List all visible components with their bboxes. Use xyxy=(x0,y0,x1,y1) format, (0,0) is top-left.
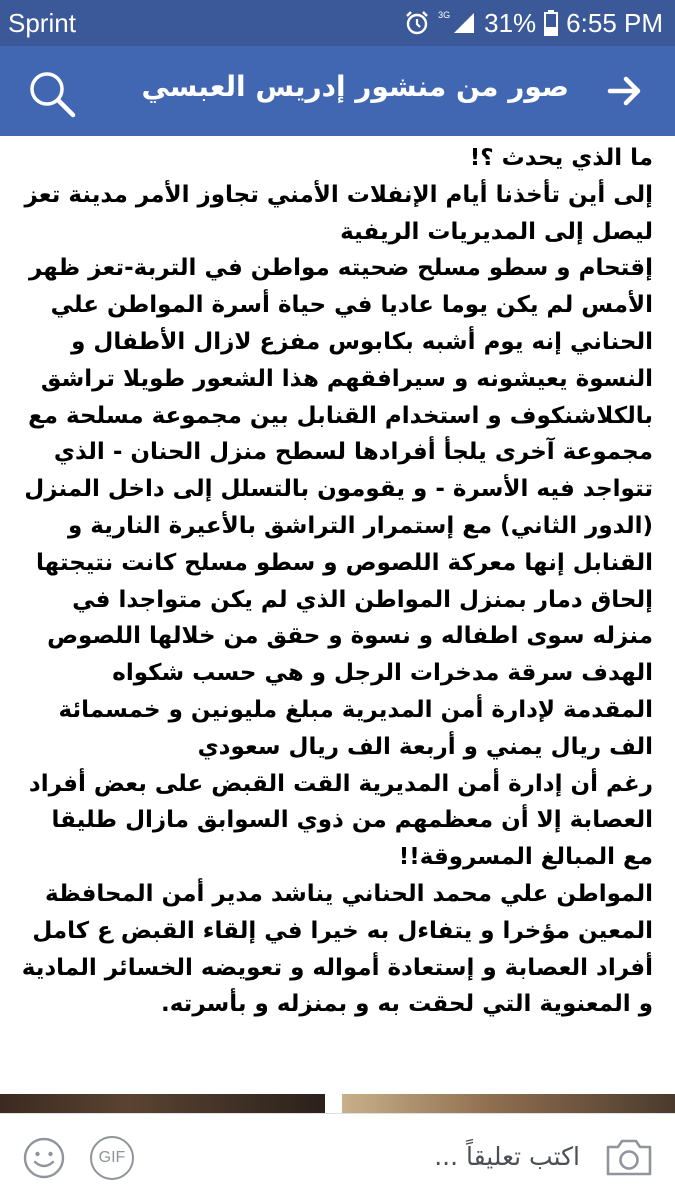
page-title: صور من منشور إدريس العبسي xyxy=(141,70,569,103)
signal-icon xyxy=(452,11,476,35)
photo-thumbnail[interactable] xyxy=(0,1094,325,1114)
post-paragraph: ما الذي يحدث ؟! xyxy=(469,145,653,171)
status-icons xyxy=(404,7,663,39)
photo-thumbnail[interactable] xyxy=(342,1094,675,1114)
post-paragraph: إلى أين تأخذنا أيام الإنفلات الأمني تجاوز الأمر مدينة تعز ليصل إلى المديريات الريفية xyxy=(24,181,653,245)
post-paragraph: المواطن علي محمد الحناني يناشد مدير أمن المحافظة المعين مؤخرا و يتفاءل به خيرا في إلقاء القبض ع كامل أفراد العصابة و إستعادة أمواله و تعويضه الخسائر المادية و المعنوية التي لحقت به و بمنزله و بأسرته. xyxy=(21,880,653,1018)
status-bar xyxy=(0,0,675,46)
clock: 6:55 PM xyxy=(566,7,663,38)
post-paragraph: رغم أن إدارة أمن المديرية القت القبض على بعض أفراد العصابة إلا أن معظمهم من ذوي السوابق مازال طليقا مع المبالغ المسروقة!! xyxy=(28,770,653,871)
carrier-name: Sprint xyxy=(8,8,76,38)
network-type: 3G xyxy=(438,10,451,20)
comment-bar xyxy=(0,1113,675,1201)
post-paragraph: إقتحام و سطو مسلح ضحيته مواطن في التربة-تعز ظهر الأمس لم يكن يوما عاديا في حياة أسرة المواطن علي الحناني إنه يوم أشبه بكابوس مفزع لازال الأطفال و النسوة يعيشونه و سيرافقهم هذا الشعور طويلا تراشق بالكلاشنكوف و استخدام القنابل بين مجموعة مسلحة مع مجموعة آخرى يلجأ أفرادها لسطح منزل الحنان - الذي تتواجد فيه الأسرة - و يقومون بالتسلل إلى داخل المنزل (الدور الثاني) مع إستمرار التراشق بالأعيرة النارية و القنابل إنها معركة اللصوص و سطو مسلح كانت نتيجتها إلحاق دمار بمنزل المواطن الذي لم يكن متواجدا في منزله سوى اطفاله و نسوة و حقق من خلالها اللصوص الهدف سرقة مدخرات الرجل و هي حسب شكواه المقدمة لإدارة أمن المديرية مبلغ مليونين و خمسمائة الف ريال يمني و أربعة الف ريال سعودي xyxy=(24,255,653,760)
comment-input[interactable]: اكتب تعليقاً ... xyxy=(434,1142,580,1171)
camera-icon[interactable] xyxy=(604,1134,654,1180)
battery-percent: 31% xyxy=(484,7,537,38)
battery-icon xyxy=(544,10,558,36)
gif-label: GIF xyxy=(98,1149,126,1166)
smiley-icon[interactable] xyxy=(22,1136,66,1180)
gif-button[interactable] xyxy=(90,1136,134,1180)
alarm-icon xyxy=(404,10,430,36)
post-body xyxy=(18,140,653,1090)
app-header xyxy=(0,46,675,136)
arrow-right-icon[interactable] xyxy=(602,68,648,114)
search-icon[interactable] xyxy=(26,68,78,120)
